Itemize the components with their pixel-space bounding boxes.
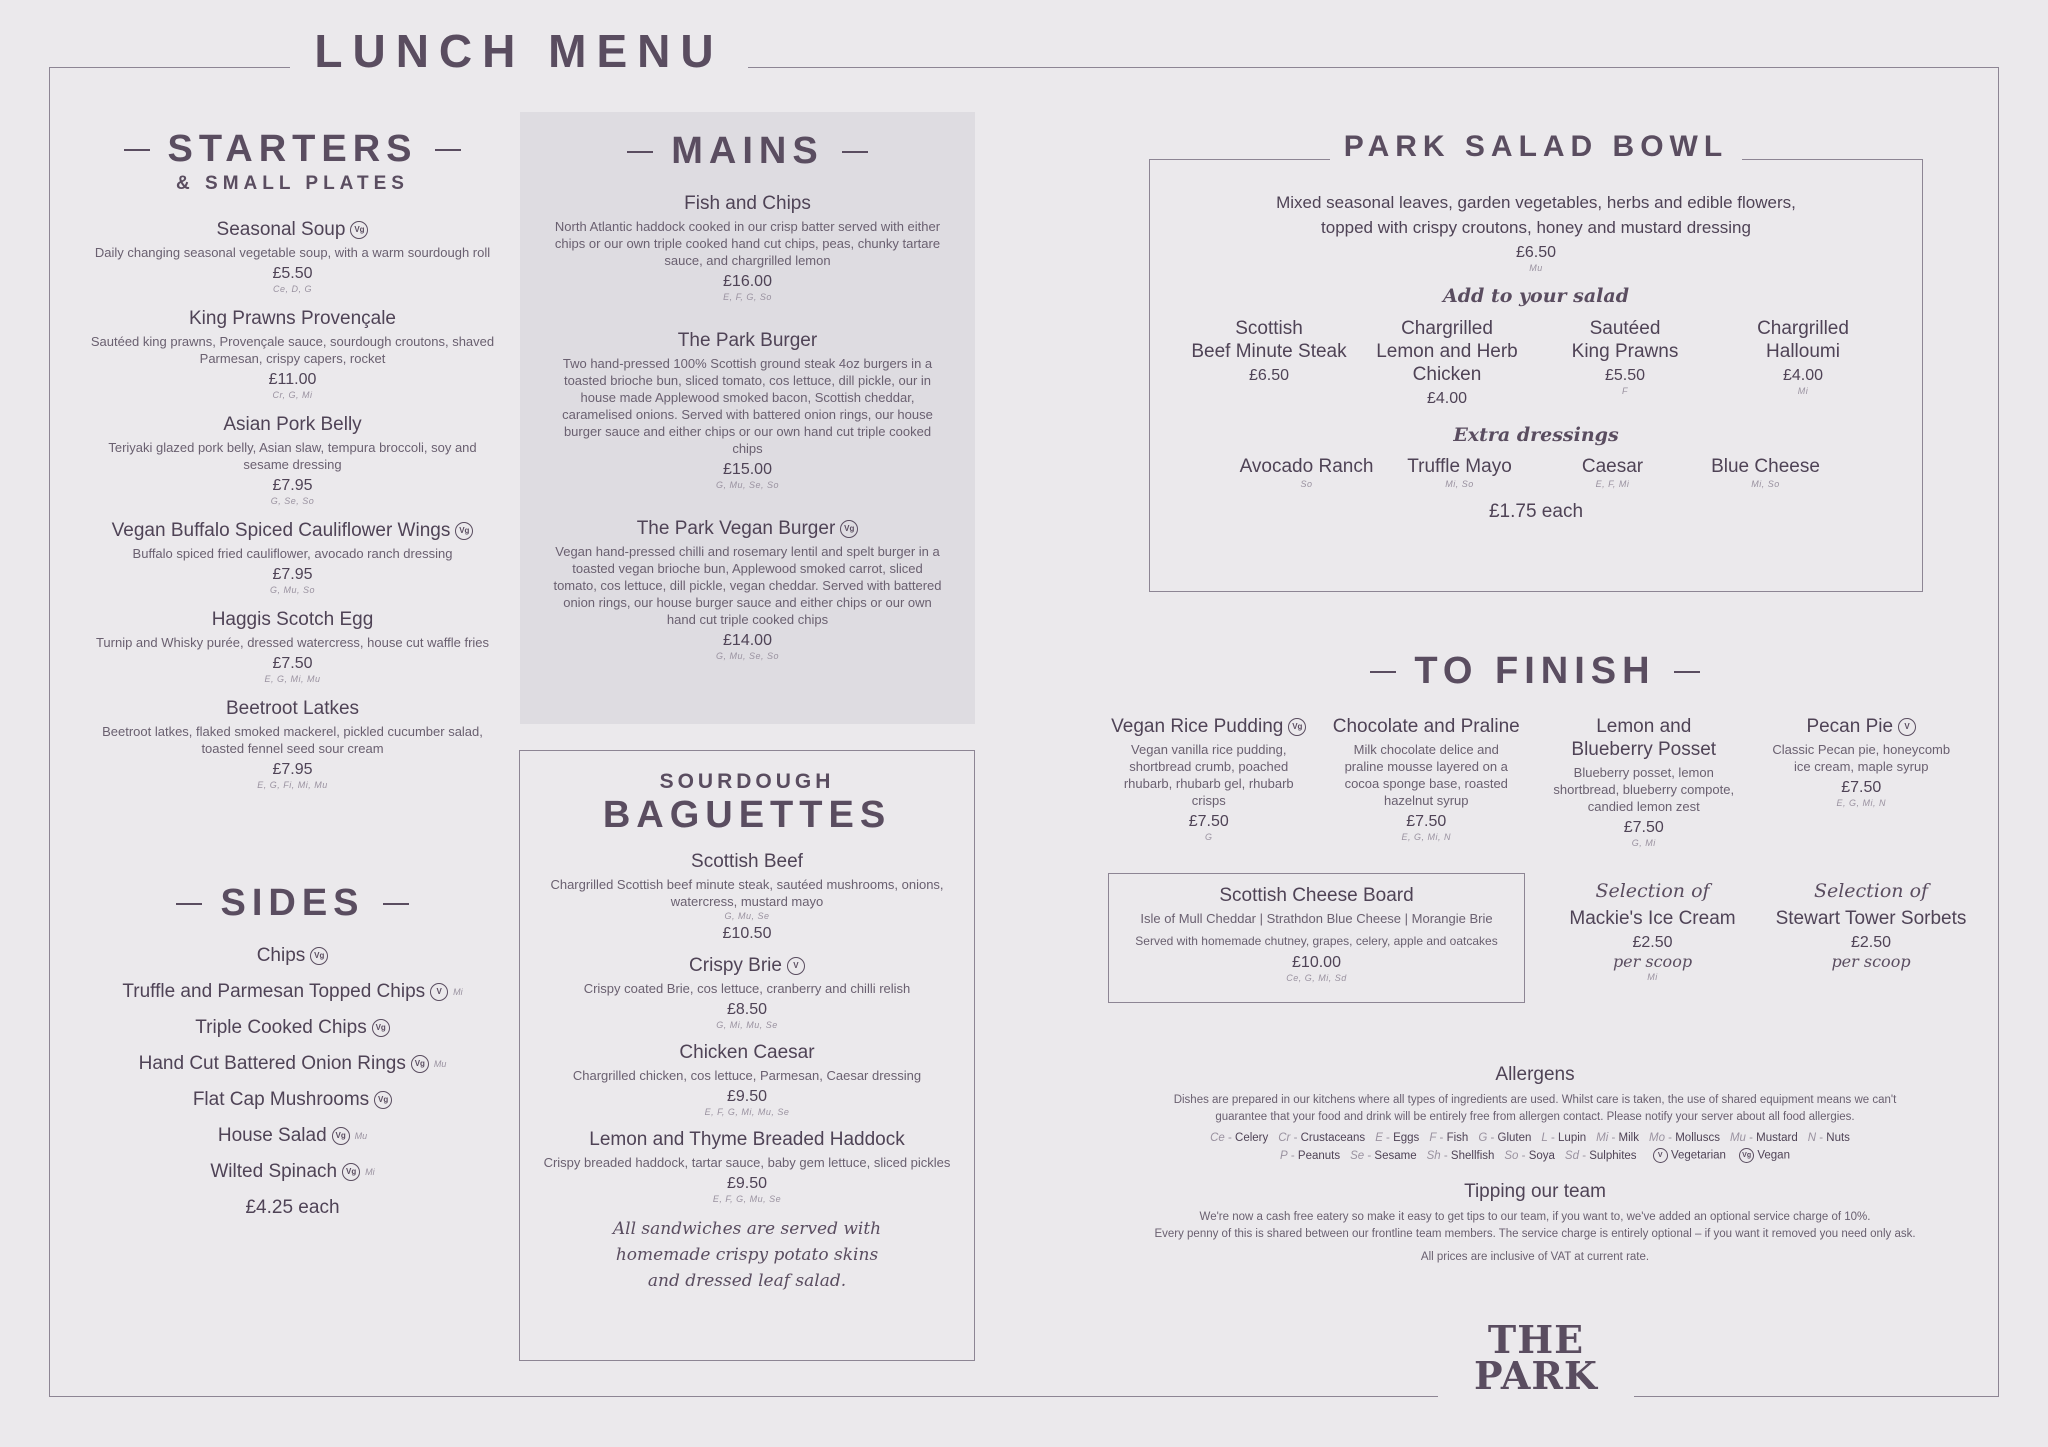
allergen-code: Cr <box>1278 1132 1291 1144</box>
cheese-board-name: Scottish Cheese Board <box>1219 885 1414 906</box>
item-name-text: Chicken Caesar <box>679 1042 815 1063</box>
item-allergens: G, Mu, Se, So <box>715 480 780 490</box>
menu-item <box>545 518 950 661</box>
vegetarian-badge-icon: V <box>787 957 805 975</box>
dressing <box>1383 456 1536 489</box>
item-name <box>545 518 950 540</box>
dessert-description: Milk chocolate delice and praline mousse layered on a cocoa sponge base, roasted hazelnut syrup <box>1344 742 1508 808</box>
tipping-text: We're now a cash free eatery so make it easy to get tips to our team, if you want to, we've added an optional service charge of 10%. Every penny of this is shared between our frontline team members. The service charge is entirely optional – if you want it removed you need only ask. All prices are inclusive of VAT at current rate. <box>1154 1211 1916 1263</box>
item-description: Two hand-pressed 100% Scottish ground steak 4oz burgers in a toasted brioche bun, sliced tomato, cos lettuce, dill pickle, our in house made Applewood smoked bacon, Scottish cheddar, caramelised onions. Served with battered onion rings, our house burger sauce and either chips or our own hand cut triple cooked chips <box>562 356 933 456</box>
cheese-board-allergens: Ce, G, Mi, Sd <box>1286 973 1347 983</box>
allergens-info <box>1120 1064 1950 1266</box>
item-price: £14.00 <box>723 632 772 649</box>
side-item-name: Chips <box>256 945 306 966</box>
item-name <box>80 219 505 241</box>
salad-addon-name-line: Sautéed <box>1589 318 1661 339</box>
dessert-price: £7.50 <box>1841 779 1882 796</box>
item-price: £15.00 <box>723 461 772 478</box>
ice-cream <box>1540 880 1765 982</box>
menu-item <box>530 1042 964 1117</box>
item-name-text: Lemon and Thyme Breaded Haddock <box>589 1129 905 1150</box>
salad-heading-wrap <box>1330 130 1742 164</box>
salad-addon <box>1714 317 1892 408</box>
starters-section <box>80 128 505 804</box>
item-price: £7.95 <box>272 477 313 494</box>
ice-cream-selection: Selection of <box>1595 880 1710 902</box>
side-item-name: Wilted Spinach <box>210 1161 338 1182</box>
allergen-code: N <box>1807 1132 1817 1144</box>
sorbets <box>1762 880 1980 971</box>
dessert-allergens: E, G, Mi, N <box>1401 832 1451 842</box>
allergen-key: Mo - Molluscs <box>1649 1132 1720 1144</box>
salad-addon-name <box>1536 317 1714 363</box>
allergen-label: Celery <box>1235 1132 1269 1144</box>
sides-list <box>80 945 505 1183</box>
cheese-list: Isle of Mull Cheddar | Strathdon Blue Cheese | Morangie Brie <box>1140 911 1493 926</box>
dessert-description: Classic Pecan pie, honeycomb ice cream, maple syrup <box>1772 742 1951 774</box>
ice-cream-price: £2.50 <box>1632 934 1673 951</box>
side-item <box>80 1125 505 1147</box>
dressings-list <box>1160 456 1912 489</box>
sorbet-price: £2.50 <box>1850 934 1892 951</box>
dessert-name <box>1545 715 1743 761</box>
item-price: £8.50 <box>726 1001 768 1018</box>
salad-section <box>1160 190 1912 523</box>
item-description: Daily changing seasonal vegetable soup, with a warm sourdough roll <box>94 245 491 260</box>
item-name <box>530 1042 964 1064</box>
dessert-price: £7.50 <box>1188 813 1229 830</box>
dressing <box>1230 456 1383 489</box>
allergen-key: Sd - Sulphites <box>1564 1149 1637 1162</box>
dessert-price: £7.50 <box>1623 819 1664 836</box>
ice-cream-allergens: Mi <box>1647 972 1658 982</box>
page-title: LUNCH MENU <box>314 25 724 77</box>
dessert-description: Vegan vanilla rice pudding, shortbread crumb, poached rhubarb, rhubarb gel, rhubarb crisps <box>1123 742 1294 808</box>
allergen-key: E - Eggs <box>1375 1132 1420 1144</box>
menu-item <box>80 219 505 294</box>
item-description: Vegan hand-pressed chilli and rosemary lentil and spelt burger in a toasted vegan brioche bun, Applewood smoked carrot, sliced tomato, cos lettuce, dill pickle, vegan cheddar. Served with battered onion rings, our house burger sauce and either chips or our own hand cut triple cooked chips <box>553 544 942 627</box>
allergen-label: Fish <box>1446 1132 1469 1144</box>
cheese-board-desc: Served with homemade chutney, grapes, celery, apple and oatcakes <box>1135 934 1498 948</box>
vegan-badge-icon: Vg <box>374 1091 392 1109</box>
finish-section <box>1100 650 1970 848</box>
item-allergens: E, F, G, Mi, Mu, Se <box>704 1107 790 1117</box>
item-description: Sautéed king prawns, Provençale sauce, sourdough croutons, shaved Parmesan, crispy capers, rocket <box>90 334 495 366</box>
item-price: £9.50 <box>726 1175 768 1192</box>
allergen-code: G <box>1478 1132 1488 1144</box>
dessert-name-text: Vegan Rice Pudding <box>1111 716 1284 737</box>
item-name <box>80 520 505 542</box>
starters-subheading: & SMALL PLATES <box>176 173 409 194</box>
sides-heading: SIDES <box>80 882 505 925</box>
allergen-key: Ce - Celery <box>1210 1132 1269 1144</box>
salad-addon-name-line: Chargrilled <box>1757 318 1849 339</box>
dessert-name <box>1110 715 1308 738</box>
sides-price: £4.25 each <box>245 1197 340 1218</box>
allergen-label: Soya <box>1528 1149 1555 1162</box>
allergen-key: P - Peanuts <box>1280 1149 1341 1162</box>
allergen-label: Sulphites <box>1589 1149 1637 1162</box>
baguettes-heading-top: SOURDOUGH <box>659 770 835 793</box>
item-allergens: E, G, Mi, Mu <box>264 674 321 684</box>
allergens-heading: Allergens <box>1495 1064 1575 1085</box>
vegetarian-badge-icon: V <box>1653 1148 1668 1163</box>
allergen-label: Crustaceans <box>1300 1132 1366 1144</box>
salad-addon-name-line: Lemon and Herb <box>1376 341 1518 362</box>
allergen-key: Cr - Crustaceans <box>1278 1132 1366 1144</box>
sides-section <box>80 882 505 1233</box>
item-name-text: Seasonal Soup <box>216 219 346 240</box>
baguettes-section <box>530 770 964 1294</box>
menu-item <box>530 955 964 1030</box>
item-price: £11.00 <box>268 371 317 388</box>
menu-item <box>80 414 505 506</box>
starters-list <box>80 219 505 790</box>
allergen-key: Se - Sesame <box>1350 1149 1417 1162</box>
allergen-label: Eggs <box>1393 1132 1420 1144</box>
allergen-code: Ce <box>1210 1132 1225 1144</box>
salad-addon-name-line: Chicken <box>1412 364 1482 385</box>
item-name-text: The Park Burger <box>677 330 818 351</box>
side-item-name: Triple Cooked Chips <box>195 1017 367 1038</box>
salad-addon-name-line: Halloumi <box>1766 341 1840 362</box>
dessert-allergens: E, G, Mi, N <box>1836 798 1886 808</box>
allergen-code: F <box>1429 1132 1437 1144</box>
item-allergens: Cr, G, Mi <box>272 390 313 400</box>
item-description: Teriyaki glazed pork belly, Asian slaw, tempura broccoli, soy and sesame dressing <box>108 440 477 472</box>
salad-heading: PARK SALAD BOWL <box>1343 130 1729 163</box>
item-name-text: Crispy Brie <box>689 955 782 976</box>
side-item-allergens: Mu <box>433 1058 447 1069</box>
allergens-text: Dishes are prepared in our kitchens where all types of ingredients are used. Whilst care is taken, the use of shared equipment means we can't guarantee that your food and drink will be entirely free from allergen contact. Please notify your server about all food allergies. <box>1173 1094 1897 1123</box>
salad-addon-price: £5.50 <box>1604 367 1646 384</box>
dessert-name <box>1763 715 1961 738</box>
item-name <box>545 193 950 215</box>
salad-addon-allergens: Mi <box>1797 386 1809 396</box>
side-item-allergens: Mi <box>453 986 463 997</box>
salad-addon-name <box>1358 317 1536 386</box>
baguettes-heading: BAGUETTES <box>602 794 892 836</box>
salad-allergens: Mu <box>1529 263 1543 273</box>
allergen-label: Nuts <box>1826 1132 1850 1144</box>
side-item <box>80 981 505 1003</box>
side-item-allergens: Mu <box>354 1130 368 1141</box>
dessert-item <box>1753 715 1971 848</box>
item-allergens: G, Mu, Se <box>724 911 770 921</box>
tipping-heading: Tipping our team <box>1464 1181 1606 1202</box>
vegan-badge-icon: Vg <box>1288 718 1306 736</box>
dressing-allergens: So <box>1300 479 1313 489</box>
vegan-badge-icon: Vg <box>455 522 473 540</box>
side-item-name: Truffle and Parmesan Topped Chips <box>122 981 426 1002</box>
item-description: Crispy coated Brie, cos lettuce, cranberry and chilli relish <box>583 981 911 996</box>
menu-item <box>80 520 505 595</box>
salad-addon-name-line: Chargrilled <box>1401 318 1493 339</box>
item-description: Chargrilled chicken, cos lettuce, Parmesan, Caesar dressing <box>572 1068 922 1083</box>
dressing <box>1536 456 1689 489</box>
allergen-code: Mu <box>1729 1132 1746 1144</box>
allergen-key: L - Lupin <box>1541 1132 1587 1144</box>
vegan-badge-icon: Vg <box>342 1163 360 1181</box>
item-name-text: King Prawns Provençale <box>189 308 396 329</box>
menu-item <box>80 609 505 684</box>
menu-item <box>545 330 950 490</box>
cheese-board <box>1112 885 1521 983</box>
dressing-name: Caesar <box>1581 456 1644 477</box>
dessert-name-text: Pecan Pie <box>1806 716 1894 737</box>
allergen-code: Sh <box>1426 1149 1441 1162</box>
side-item <box>80 1017 505 1039</box>
allergen-label: Mustard <box>1756 1132 1798 1144</box>
item-description: Buffalo spiced fried cauliflower, avocado ranch dressing <box>132 546 453 561</box>
side-item-name: House Salad <box>217 1125 327 1146</box>
dressing-name: Truffle Mayo <box>1407 456 1512 477</box>
dessert-name-line2: Blueberry Posset <box>1571 739 1717 760</box>
sorbet-selection: Selection of <box>1813 880 1929 902</box>
allergen-code: Se <box>1350 1149 1365 1162</box>
vegetarian-label: Vegetarian <box>1670 1149 1726 1162</box>
menu-item <box>80 698 505 790</box>
vegan-badge-icon: Vg <box>411 1055 429 1073</box>
item-price: £5.50 <box>272 265 313 282</box>
allergen-code: L <box>1541 1132 1548 1144</box>
item-description: North Atlantic haddock cooked in our crisp batter served with either chips or our own triple cooked hand cut chips, peas, chunky tartare sauce, and chargrilled lemon <box>554 219 941 268</box>
the-park-logo: THE PARK <box>1474 1317 1598 1398</box>
item-description: Crispy breaded haddock, tartar sauce, baby gem lettuce, sliced pickles <box>543 1155 951 1170</box>
allergen-key-row-1 <box>1120 1132 1950 1144</box>
allergen-code: Mi <box>1596 1132 1609 1144</box>
ice-cream-unit: per scoop <box>1612 952 1693 971</box>
menu-item <box>80 308 505 400</box>
sorbet-unit: per scoop <box>1831 952 1911 971</box>
item-name <box>545 330 950 352</box>
allergen-key: So - Soya <box>1504 1149 1555 1162</box>
allergen-code: So <box>1504 1149 1519 1162</box>
item-name-text: Haggis Scotch Egg <box>211 609 374 630</box>
cheese-board-price: £10.00 <box>1292 954 1341 971</box>
item-name <box>530 955 964 977</box>
dressing-allergens: E, F, Mi <box>1595 479 1630 489</box>
allergen-key: F - Fish <box>1429 1132 1469 1144</box>
item-price: £16.00 <box>723 273 772 290</box>
finish-list <box>1100 715 1970 848</box>
dressings-price: £1.75 each <box>1488 501 1584 522</box>
dressings-heading: Extra dressings <box>1453 424 1619 446</box>
item-name-text: Beetroot Latkes <box>225 698 360 719</box>
side-item-name: Hand Cut Battered Onion Rings <box>138 1053 406 1074</box>
item-name-text: Vegan Buffalo Spiced Cauliflower Wings <box>111 520 451 541</box>
item-name-text: Scottish Beef <box>691 851 803 872</box>
dessert-item <box>1318 715 1536 848</box>
vegan-label: Vegan <box>1757 1149 1790 1162</box>
item-name <box>80 414 505 436</box>
side-item <box>80 1053 505 1075</box>
item-name <box>530 851 964 873</box>
salad-price: £6.50 <box>1515 244 1557 261</box>
vegan-badge-icon: Vg <box>372 1019 390 1037</box>
menu-item <box>545 193 950 302</box>
dessert-allergens: G, Mi <box>1631 838 1656 848</box>
vegetarian-badge-icon: V <box>430 983 448 1001</box>
salad-addon <box>1536 317 1714 408</box>
item-name <box>80 698 505 720</box>
item-description: Turnip and Whisky purée, dressed watercress, house cut waffle fries <box>95 635 490 650</box>
vegan-badge-icon: Vg <box>332 1127 350 1145</box>
finish-heading: TO FINISH <box>1100 650 1970 693</box>
side-item <box>80 1089 505 1111</box>
dressing-allergens: Mi, So <box>1445 479 1474 489</box>
salad-addon-price: £6.50 <box>1248 367 1290 384</box>
vegan-badge-icon: Vg <box>1739 1148 1754 1163</box>
salad-addon-price: £4.00 <box>1426 390 1468 407</box>
mains-heading: MAINS <box>545 130 950 173</box>
item-allergens: E, F, G, Mu, Se <box>712 1194 782 1204</box>
item-allergens: E, G, Fi, Mi, Mu <box>257 780 328 790</box>
allergen-label: Shellfish <box>1450 1149 1495 1162</box>
mains-list <box>545 193 950 661</box>
salad-addon-name-line: Scottish <box>1235 318 1303 339</box>
item-description: Beetroot latkes, flaked smoked mackerel, pickled cucumber salad, toasted fennel seed sour cream <box>102 724 483 756</box>
menu-item <box>530 851 964 943</box>
salad-addon-name <box>1714 317 1892 363</box>
salad-addon-name <box>1180 317 1358 363</box>
dessert-description: Blueberry posset, lemon shortbread, blueberry compote, candied lemon zest <box>1553 765 1735 814</box>
side-item-name: Flat Cap Mushrooms <box>192 1089 370 1110</box>
item-allergens: Ce, D, G <box>272 284 312 294</box>
dessert-price: £7.50 <box>1406 813 1447 830</box>
salad-addon-allergens: F <box>1622 386 1628 396</box>
vegetarian-badge-icon: V <box>1898 718 1916 736</box>
item-name <box>80 609 505 631</box>
item-allergens: G, Mi, Mu, Se <box>716 1020 778 1030</box>
side-item-allergens: Mi <box>365 1166 375 1177</box>
allergen-key: Mi - Milk <box>1596 1132 1639 1144</box>
allergen-code: Mo <box>1649 1132 1665 1144</box>
item-name <box>530 1129 964 1151</box>
dressing <box>1689 456 1842 489</box>
dessert-name-text: Chocolate and Praline <box>1332 716 1520 737</box>
sorbet-name: Stewart Tower Sorbets <box>1775 908 1967 929</box>
allergen-label: Milk <box>1618 1132 1639 1144</box>
item-name <box>80 308 505 330</box>
dessert-allergens: G <box>1204 832 1213 842</box>
salad-addons <box>1160 317 1912 408</box>
dessert-item <box>1100 715 1318 848</box>
baguettes-list <box>530 851 964 1204</box>
salad-addon-name-line: King Prawns <box>1571 341 1679 362</box>
item-description: Chargrilled Scottish beef minute steak, sautéed mushrooms, onions, watercress, mustard mayo <box>550 877 944 909</box>
dressing-allergens: Mi, So <box>1751 479 1780 489</box>
allergen-code: Sd <box>1564 1149 1579 1162</box>
starters-heading: STARTERS <box>80 128 505 171</box>
item-price: £7.50 <box>272 655 313 672</box>
allergen-label: Lupin <box>1558 1132 1587 1144</box>
allergen-key: Sh - Shellfish <box>1426 1149 1495 1162</box>
dressing-name: Blue Cheese <box>1711 456 1820 477</box>
vegan-badge-icon: Vg <box>310 947 328 965</box>
mains-section <box>545 130 950 689</box>
item-name-text: Fish and Chips <box>684 193 811 214</box>
salad-addon-price: £4.00 <box>1782 367 1824 384</box>
item-allergens: G, Se, So <box>270 496 315 506</box>
dessert-name-text: Lemon and <box>1596 716 1692 737</box>
salad-addon-name-line: Beef Minute Steak <box>1191 341 1347 362</box>
item-allergens: G, Mu, Se, So <box>715 651 780 661</box>
salad-addon <box>1180 317 1358 408</box>
item-name-text: The Park Vegan Burger <box>636 518 836 539</box>
allergen-code: E <box>1375 1132 1383 1144</box>
item-price: £7.95 <box>272 566 313 583</box>
allergen-key: G - Gluten <box>1478 1132 1532 1144</box>
salad-description: Mixed seasonal leaves, garden vegetables, herbs and edible flowers, topped with crispy croutons, honey and mustard dressing <box>1276 193 1796 237</box>
dessert-name <box>1328 715 1526 738</box>
allergen-code: P <box>1280 1149 1288 1162</box>
side-item <box>80 1161 505 1183</box>
allergen-key-row-2 <box>1120 1148 1950 1163</box>
allergen-label: Sesame <box>1374 1149 1417 1162</box>
allergen-label: Gluten <box>1497 1132 1532 1144</box>
item-allergens: E, F, G, So <box>723 292 772 302</box>
baguettes-note: All sandwiches are served with homemade crispy potato skins and dressed leaf salad. <box>612 1219 882 1291</box>
item-allergens: G, Mu, So <box>269 585 315 595</box>
menu-item <box>530 1129 964 1204</box>
item-price: £7.95 <box>272 761 313 778</box>
allergen-key: Mu - Mustard <box>1729 1132 1798 1144</box>
dressing-name: Avocado Ranch <box>1239 456 1374 477</box>
allergen-key: N - Nuts <box>1807 1132 1850 1144</box>
salad-add-heading: Add to your salad <box>1443 285 1629 307</box>
item-price: £10.50 <box>722 925 772 942</box>
salad-addon <box>1358 317 1536 408</box>
ice-cream-name: Mackie's Ice Cream <box>1569 908 1736 929</box>
dessert-item <box>1535 715 1753 848</box>
item-name-text: Asian Pork Belly <box>223 414 362 435</box>
vegan-badge-icon: Vg <box>350 221 368 239</box>
side-item <box>80 945 505 967</box>
vegan-badge-icon: Vg <box>840 520 858 538</box>
allergen-label: Peanuts <box>1297 1149 1341 1162</box>
item-price: £9.50 <box>726 1088 768 1105</box>
allergen-label: Molluscs <box>1675 1132 1720 1144</box>
